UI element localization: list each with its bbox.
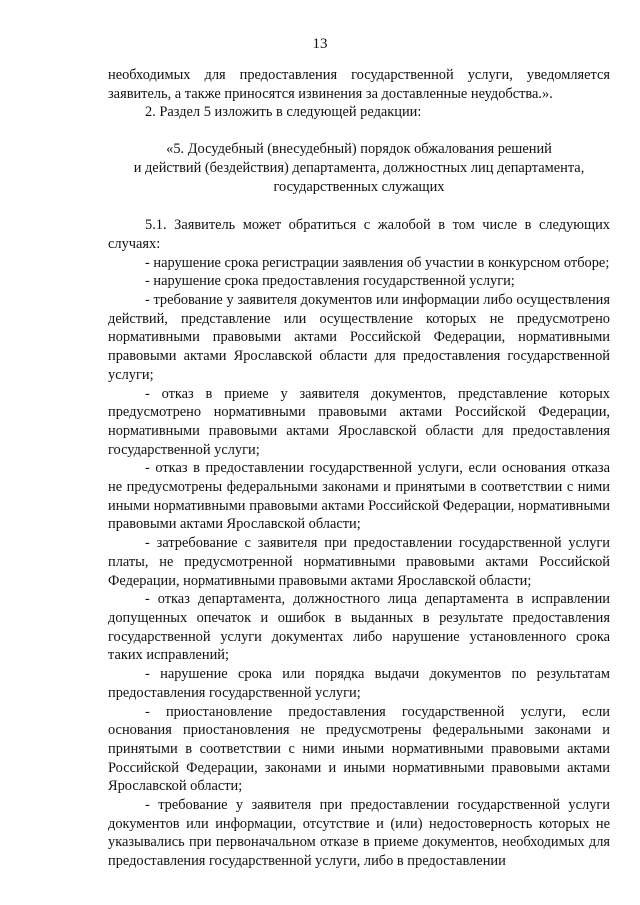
list-item: - требование у заявителя при предоставлении государственной услуги документов или информации, отсутствие и (или) недостоверность которых не указывались при первоначальном отказе в приеме документов, необходимых для предоставления государственной услуги, либо в предоставлении xyxy=(108,797,610,870)
list-item: - нарушение срока регистрации заявления об участии в конкурсном отборе; xyxy=(145,254,610,271)
intro-paragraph-instruction: 2. Раздел 5 изложить в следующей редакции: xyxy=(145,104,422,121)
list-item: - отказ в приеме у заявителя документов, представление которых предусмотрено нормативными правовыми актами Российской Федерации, нормативными правовыми актами Ярославской области для предоставления государственной услуги; xyxy=(108,385,610,458)
list-item: - отказ в предоставлении государственной услуги, если основания отказа не предусмотрены федеральными законами и принятыми в соответствии с ними иными нормативными правовыми актами Российской Федерации, нормативными правовыми актами Ярославской области; xyxy=(108,460,610,533)
list-item: - приостановление предоставления государственной услуги, если основания приостановления не предусмотрены федеральными законами и принятыми в соответствии с ними иными нормативными правовыми актами Российской Федерации, законами и иными нормативными правовыми актами Ярославской области; xyxy=(108,703,610,795)
section-heading-line: «5. Досудебный (внесудебный) порядок обжалования решений xyxy=(166,141,552,158)
list-item: - затребование с заявителя при предоставлении государственной услуги платы, не предусмотренной нормативными правовыми актами Российской Федерации, нормативными правовыми актами Ярославской области; xyxy=(108,535,610,589)
section-heading xyxy=(108,140,610,196)
document-body xyxy=(108,66,610,871)
list-item: - нарушение срока предоставления государственной услуги; xyxy=(145,273,515,290)
list-item: - отказ департамента, должностного лица департамента в исправлении допущенных опечаток и ошибок в выданных в результате предоставления государственной услуги документах либо нарушение установленного срока таких исправлений; xyxy=(108,591,610,664)
page-number: 13 xyxy=(312,36,328,52)
clause-intro: 5.1. Заявитель может обратиться с жалобой в том числе в следующих случаях: xyxy=(108,217,610,252)
list-item: - нарушение срока или порядка выдачи документов по результатам предоставления государственной услуги; xyxy=(108,666,610,701)
section-heading-line: государственных служащих xyxy=(273,178,445,195)
intro-paragraph-continued: необходимых для предоставления государственной услуги, уведомляется заявитель, а также приносятся извинения за доставленные неудобства.». xyxy=(108,67,610,102)
list-item: - требование у заявителя документов или информации либо осуществления действий, представление или осуществление которых не предусмотрено нормативными правовыми актами Российской Федерации, нормативными правовыми актами Ярославской области для предоставления государственной услуги; xyxy=(108,292,610,383)
section-heading-line: и действий (бездействия) департамента, должностных лиц департамента, xyxy=(133,159,585,176)
